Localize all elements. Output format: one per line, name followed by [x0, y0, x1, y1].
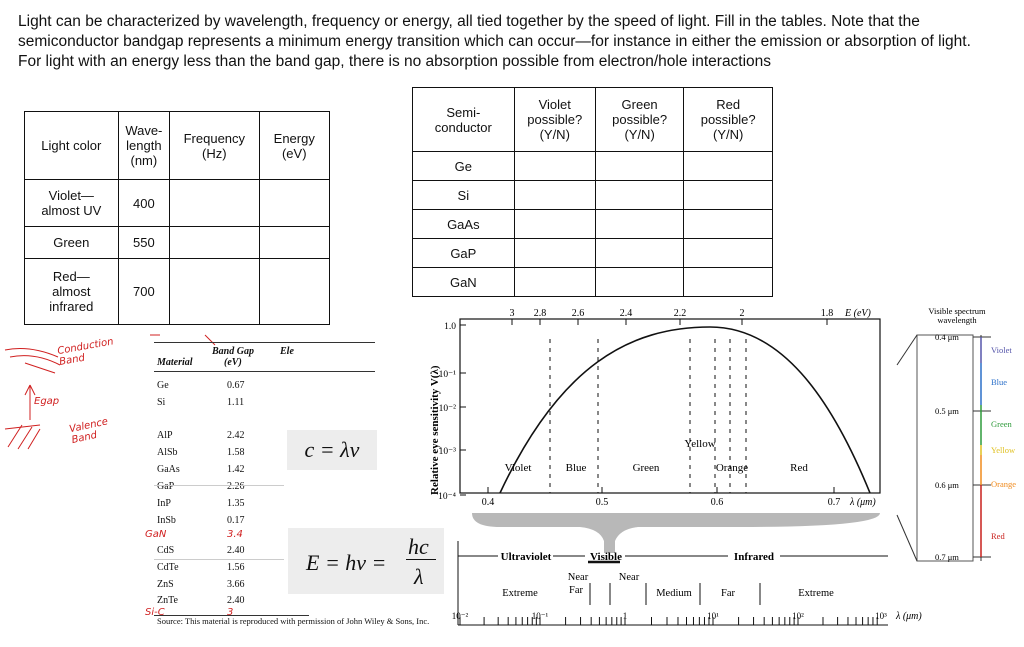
- bandgap-value: 1.56: [227, 562, 245, 573]
- spectrum-sub-label: Extreme: [502, 588, 538, 599]
- st-row-gaas: GaAs: [413, 210, 515, 239]
- vis-tick-label: 0.5 μm: [935, 406, 959, 416]
- bandgap-material: ZnS: [157, 579, 174, 590]
- lt-row2-frequency-cell[interactable]: [170, 227, 259, 259]
- bandgap-value: 0.67: [227, 380, 245, 391]
- bandgap-material: Si: [157, 397, 166, 408]
- spectrum-sub-label: Near: [618, 572, 640, 583]
- bg-header-gap: Band Gap: [212, 346, 254, 357]
- vis-band-label: Orange: [991, 479, 1017, 489]
- lt-row2-wavelength: 550: [118, 227, 170, 259]
- bandgap-row: [157, 380, 372, 394]
- vis-connector: [897, 515, 917, 561]
- vis-connector: [897, 335, 917, 365]
- log-tick-label: 10³: [875, 611, 887, 621]
- bandgap-row: [157, 481, 372, 495]
- bg-header-material: Material: [157, 357, 193, 368]
- st-header-green: Green possible? (Y/N): [595, 88, 684, 152]
- spectrum-sub-label: Extreme: [798, 588, 834, 599]
- st-cell[interactable]: [514, 152, 595, 181]
- color-label: Blue: [565, 462, 587, 474]
- vis-tick-label: 0.6 μm: [935, 480, 959, 490]
- bandgap-material: AlSb: [157, 447, 178, 458]
- st-cell[interactable]: [514, 268, 595, 297]
- bg-header-third: Ele: [280, 346, 294, 357]
- intro-paragraph: Light can be characterized by wavelength, frequency or energy, all tied together by the speed of light. Fill in the tables. Note that the semiconductor bandgap represents a minimum energy transition which can occur—for instance in either the emission or absorption of light. For light with an energy less than the band gap, there is no absorption possible from electron/hole interactions: [18, 13, 971, 70]
- st-cell[interactable]: [514, 210, 595, 239]
- log-tick-label: 10¹: [707, 611, 719, 621]
- bandgap-material: InSb: [157, 515, 176, 526]
- spectrum-sub-label: Medium: [656, 588, 692, 599]
- bandgap-material: GaP: [157, 481, 175, 492]
- bandgap-row: [157, 498, 372, 512]
- color-label: Green: [632, 462, 660, 474]
- lt-header-frequency: Frequency (Hz): [170, 112, 259, 180]
- st-header-red: Red possible? (Y/N): [684, 88, 773, 152]
- bandgap-material: GaN: [145, 529, 167, 540]
- st-cell[interactable]: [595, 239, 684, 268]
- energy-tick-label: 2.8: [533, 308, 547, 319]
- vis-tick-label: 0.7 μm: [935, 552, 959, 562]
- vis-band-label: Blue: [991, 377, 1008, 387]
- vis-title: Visible spectrum: [928, 306, 986, 316]
- bandgap-value: 1.42: [227, 464, 245, 475]
- lt-row2-color: Green: [25, 227, 119, 259]
- y-tick-label: 10⁻²: [438, 404, 456, 414]
- lt-row1-wavelength: 400: [118, 180, 170, 227]
- y-tick-label: 10⁻³: [438, 447, 456, 457]
- valence-band-note: Valence Band: [68, 416, 110, 446]
- vis-band-label: Violet: [991, 345, 1012, 355]
- bandgap-value: 3.4: [227, 529, 243, 540]
- log-tick-label: 10²: [792, 611, 804, 621]
- bandgap-value: 2.42: [227, 430, 245, 441]
- color-label: Yellow: [684, 438, 716, 450]
- st-cell[interactable]: [684, 152, 773, 181]
- bandgap-row: [157, 515, 372, 529]
- wl-tick-label: 0.5: [595, 497, 609, 508]
- semiconductor-table: [412, 87, 773, 297]
- st-cell[interactable]: [684, 181, 773, 210]
- equation-e-left: E = hν =: [306, 550, 387, 575]
- light-table: [24, 111, 330, 325]
- color-label: Violet: [504, 462, 532, 474]
- wl-unit: λ (μm): [850, 497, 876, 508]
- egap-note: Egap: [34, 396, 60, 407]
- y-tick-label: 10⁻¹: [438, 370, 456, 380]
- lt-row1-color: Violet— almost UV: [25, 180, 119, 227]
- spectrum-sub-label: Far: [569, 585, 583, 596]
- wl-tick-label: 0.7: [827, 497, 841, 508]
- lt-row3-color: Red— almost infrared: [25, 259, 119, 325]
- energy-tick-label: 3: [509, 308, 515, 319]
- y-tick-label: 10⁻⁴: [438, 492, 456, 502]
- bandgap-material: InP: [157, 498, 171, 509]
- st-header-semiconductor: Semi- conductor: [413, 88, 515, 152]
- sensitivity-curve: [500, 327, 870, 493]
- equation-c: c = λν: [287, 430, 377, 470]
- st-cell[interactable]: [684, 239, 773, 268]
- st-cell[interactable]: [595, 268, 684, 297]
- vis-band-label: Red: [991, 531, 1005, 541]
- log-tick-label: 10⁻¹: [531, 611, 549, 621]
- color-label: Orange: [715, 462, 749, 474]
- log-tick-label: 1: [622, 611, 628, 621]
- bandgap-value: 1.11: [227, 397, 245, 408]
- bandgap-row: [157, 397, 372, 411]
- bandgap-value: 2.40: [227, 595, 245, 606]
- vis-band-label: Green: [991, 419, 1012, 429]
- st-cell[interactable]: [514, 239, 595, 268]
- equation-e-den: λ: [414, 564, 424, 589]
- bandgap-value: 3.66: [227, 579, 245, 590]
- energy-unit: E (eV): [845, 308, 871, 319]
- st-cell[interactable]: [514, 181, 595, 210]
- wl-tick-label: 0.4: [481, 497, 495, 508]
- bg-source: Source: This material is reproduced with permission of John Wiley & Sons, Inc.: [157, 616, 430, 626]
- st-row-si: Si: [413, 181, 515, 210]
- lt-row1-energy-cell[interactable]: [259, 180, 329, 227]
- bandgap-material: CdS: [157, 545, 175, 556]
- st-row-gan: GaN: [413, 268, 515, 297]
- wl-tick-label: 0.6: [710, 497, 724, 508]
- bandgap-material: CdTe: [157, 562, 179, 573]
- equation-e-num: hc: [408, 534, 429, 559]
- bandgap-material: ZnTe: [157, 595, 178, 606]
- st-header-violet: Violet possible? (Y/N): [514, 88, 595, 152]
- spectrum-sub-label: Far: [721, 588, 735, 599]
- st-cell[interactable]: [684, 210, 773, 239]
- st-row-gap: GaP: [413, 239, 515, 268]
- energy-tick-label: 2.4: [619, 308, 633, 319]
- visible-funnel: [472, 513, 880, 553]
- energy-tick-label: 1.8: [820, 308, 834, 319]
- vis-tick-label: 0.4 μm: [935, 332, 959, 342]
- bandgap-material: Si-C: [145, 607, 165, 618]
- eye-ylabel: Relative eye sensitivity V(λ): [429, 365, 441, 495]
- st-cell[interactable]: [595, 152, 684, 181]
- bandgap-value: 0.17: [227, 515, 245, 526]
- vis-frame: [917, 335, 973, 561]
- vis-subtitle: wavelength: [937, 315, 977, 325]
- bandgap-value: 3: [227, 607, 234, 618]
- lt-header-energy: Energy (eV): [259, 112, 329, 180]
- energy-tick-label: 2: [739, 308, 745, 319]
- visible-spectrum-bar: [895, 305, 1024, 580]
- lt-row2-energy-cell[interactable]: [259, 227, 329, 259]
- conduction-band-note: Conduction Band: [56, 336, 115, 368]
- bandgap-material: AlP: [157, 430, 173, 441]
- lt-row1-frequency-cell[interactable]: [170, 180, 259, 227]
- log-tick-label: 10⁻²: [451, 611, 469, 621]
- color-label: Red: [790, 462, 808, 474]
- eye-sensitivity-chart: [410, 305, 922, 627]
- st-row-ge: Ge: [413, 152, 515, 181]
- st-cell[interactable]: [684, 268, 773, 297]
- lt-row3-wavelength: 700: [118, 259, 170, 325]
- spectrum-label: Ultraviolet: [500, 551, 552, 563]
- energy-tick-label: 2.2: [673, 308, 687, 319]
- lt-header-wavelength: Wave- length (nm): [118, 112, 170, 180]
- bandgap-value: 1.58: [227, 447, 245, 458]
- log-unit: λ (μm): [896, 611, 922, 622]
- bg-header-gap-unit: (eV): [224, 357, 242, 368]
- y-tick-label: 1.0: [444, 322, 456, 332]
- lt-row3-frequency-cell[interactable]: [170, 259, 259, 325]
- bandgap-value: 2.40: [227, 545, 245, 556]
- bandgap-value: 1.35: [227, 498, 245, 509]
- energy-tick-label: 2.6: [571, 308, 585, 319]
- spectrum-sub-label: Near: [567, 572, 589, 583]
- bandgap-material: GaAs: [157, 464, 180, 475]
- spectrum-label: Infrared: [733, 551, 775, 563]
- spectrum-label: Visible: [590, 551, 622, 563]
- bandgap-value: 2.26: [227, 481, 245, 492]
- lt-header-color: Light color: [25, 112, 119, 180]
- bandgap-material: Ge: [157, 380, 169, 391]
- st-cell[interactable]: [595, 181, 684, 210]
- lt-row3-energy-cell[interactable]: [259, 259, 329, 325]
- vis-band-label: Yellow: [991, 445, 1016, 455]
- st-cell[interactable]: [595, 210, 684, 239]
